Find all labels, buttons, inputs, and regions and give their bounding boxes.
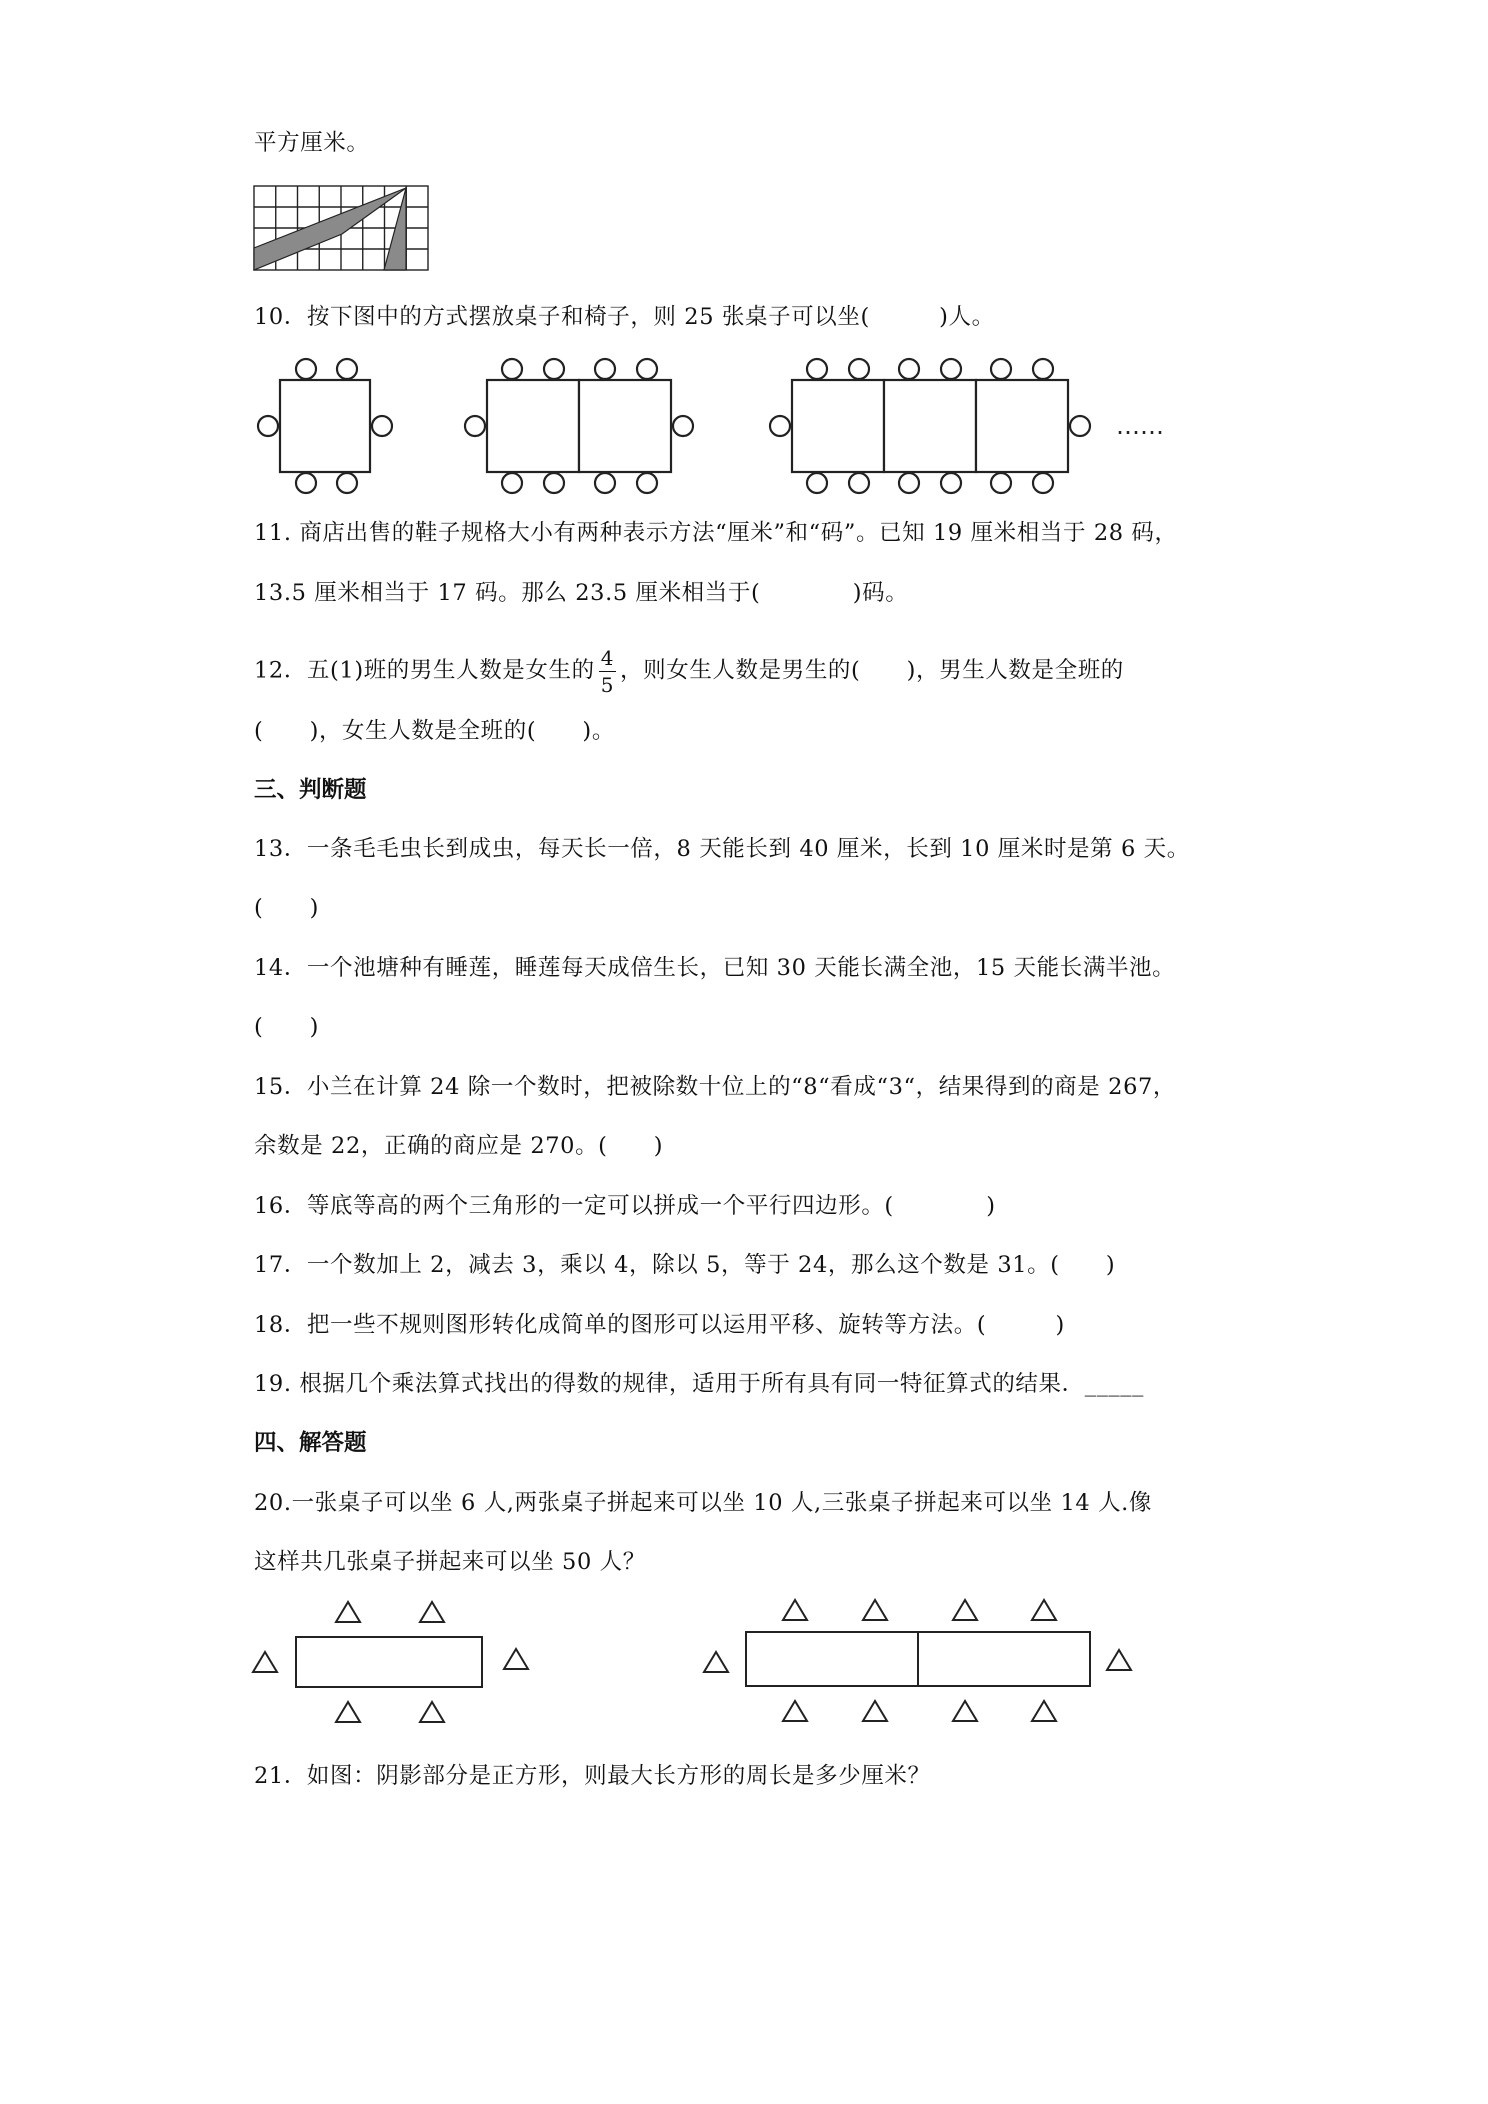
question-12-pre: 12．五(1)班的男生人数是女生的: [254, 657, 595, 684]
question-19: 19. 根据几个乘法算式找出的得数的规律，适用于所有具有同一特征算式的结果．_____: [254, 1371, 1144, 1397]
question-13-answer: ( ): [254, 895, 319, 921]
tables-chairs-figure: [256, 356, 1196, 496]
question-20-line1: 20.一张桌子可以坐 6 人,两张桌子拼起来可以坐 10 人,三张桌子拼起来可以坐 14 人.像: [254, 1490, 1153, 1516]
question-15-line1: 15．小兰在计算 24 除一个数时，把被除数十位上的“8“看成“3“，结果得到的商是 267，: [254, 1074, 1177, 1100]
question-13: 13．一条毛毛虫长到成虫，每天长一倍，8 天能长到 40 厘米，长到 10 厘米时是第 6 天。: [254, 836, 1190, 862]
question-17: 17．一个数加上 2，减去 3，乘以 4，除以 5，等于 24，那么这个数是 31。( ): [254, 1252, 1116, 1278]
question-11-line2: 13.5 厘米相当于 17 码。那么 23.5 厘米相当于( )码。: [254, 580, 909, 606]
question-10: 10．按下图中的方式摆放桌子和椅子，则 25 张桌子可以坐( )人。: [254, 304, 995, 330]
continued-text: 平方厘米。: [254, 130, 370, 156]
question-12-line2: ( )，女生人数是全班的( )。: [254, 718, 615, 744]
question-18: 18．把一些不规则图形转化成简单的图形可以运用平移、旋转等方法。( ): [254, 1312, 1065, 1338]
question-12-post: ，则女生人数是男生的( )，男生人数是全班的: [620, 657, 1124, 684]
shaded-quadrilateral: [254, 188, 406, 270]
question-14: 14．一个池塘种有睡莲，睡莲每天成倍生长，已知 30 天能长满全池，15 天能长满半池。: [254, 955, 1176, 981]
section-heading-answer: 四、解答题: [254, 1430, 367, 1456]
question-14-answer: ( ): [254, 1014, 319, 1040]
fraction-four-fifths: $\frac{4}{5}$: [600, 646, 615, 697]
question-21: 21．如图：阴影部分是正方形，则最大长方形的周长是多少厘米？: [254, 1763, 931, 1789]
question-12-line1: [254, 648, 1124, 695]
question-11-line1: 11. 商店出售的鞋子规格大小有两种表示方法“厘米”和“码”。已知 19 厘米相当于 28 码，: [254, 520, 1178, 546]
question-15-line2: 余数是 22，正确的商应是 270。( ): [254, 1133, 664, 1159]
grid-figure: [254, 186, 429, 272]
section-heading-judgement: 三、判断题: [254, 777, 367, 803]
question-20-line2: 这样共几张桌子拼起来可以坐 50 人？: [254, 1549, 646, 1575]
ellipsis: ……: [1116, 412, 1164, 440]
question-16: 16．等底等高的两个三角形的一定可以拼成一个平行四边形。( ): [254, 1193, 996, 1219]
triangle-tables-figure: [250, 1600, 1140, 1730]
